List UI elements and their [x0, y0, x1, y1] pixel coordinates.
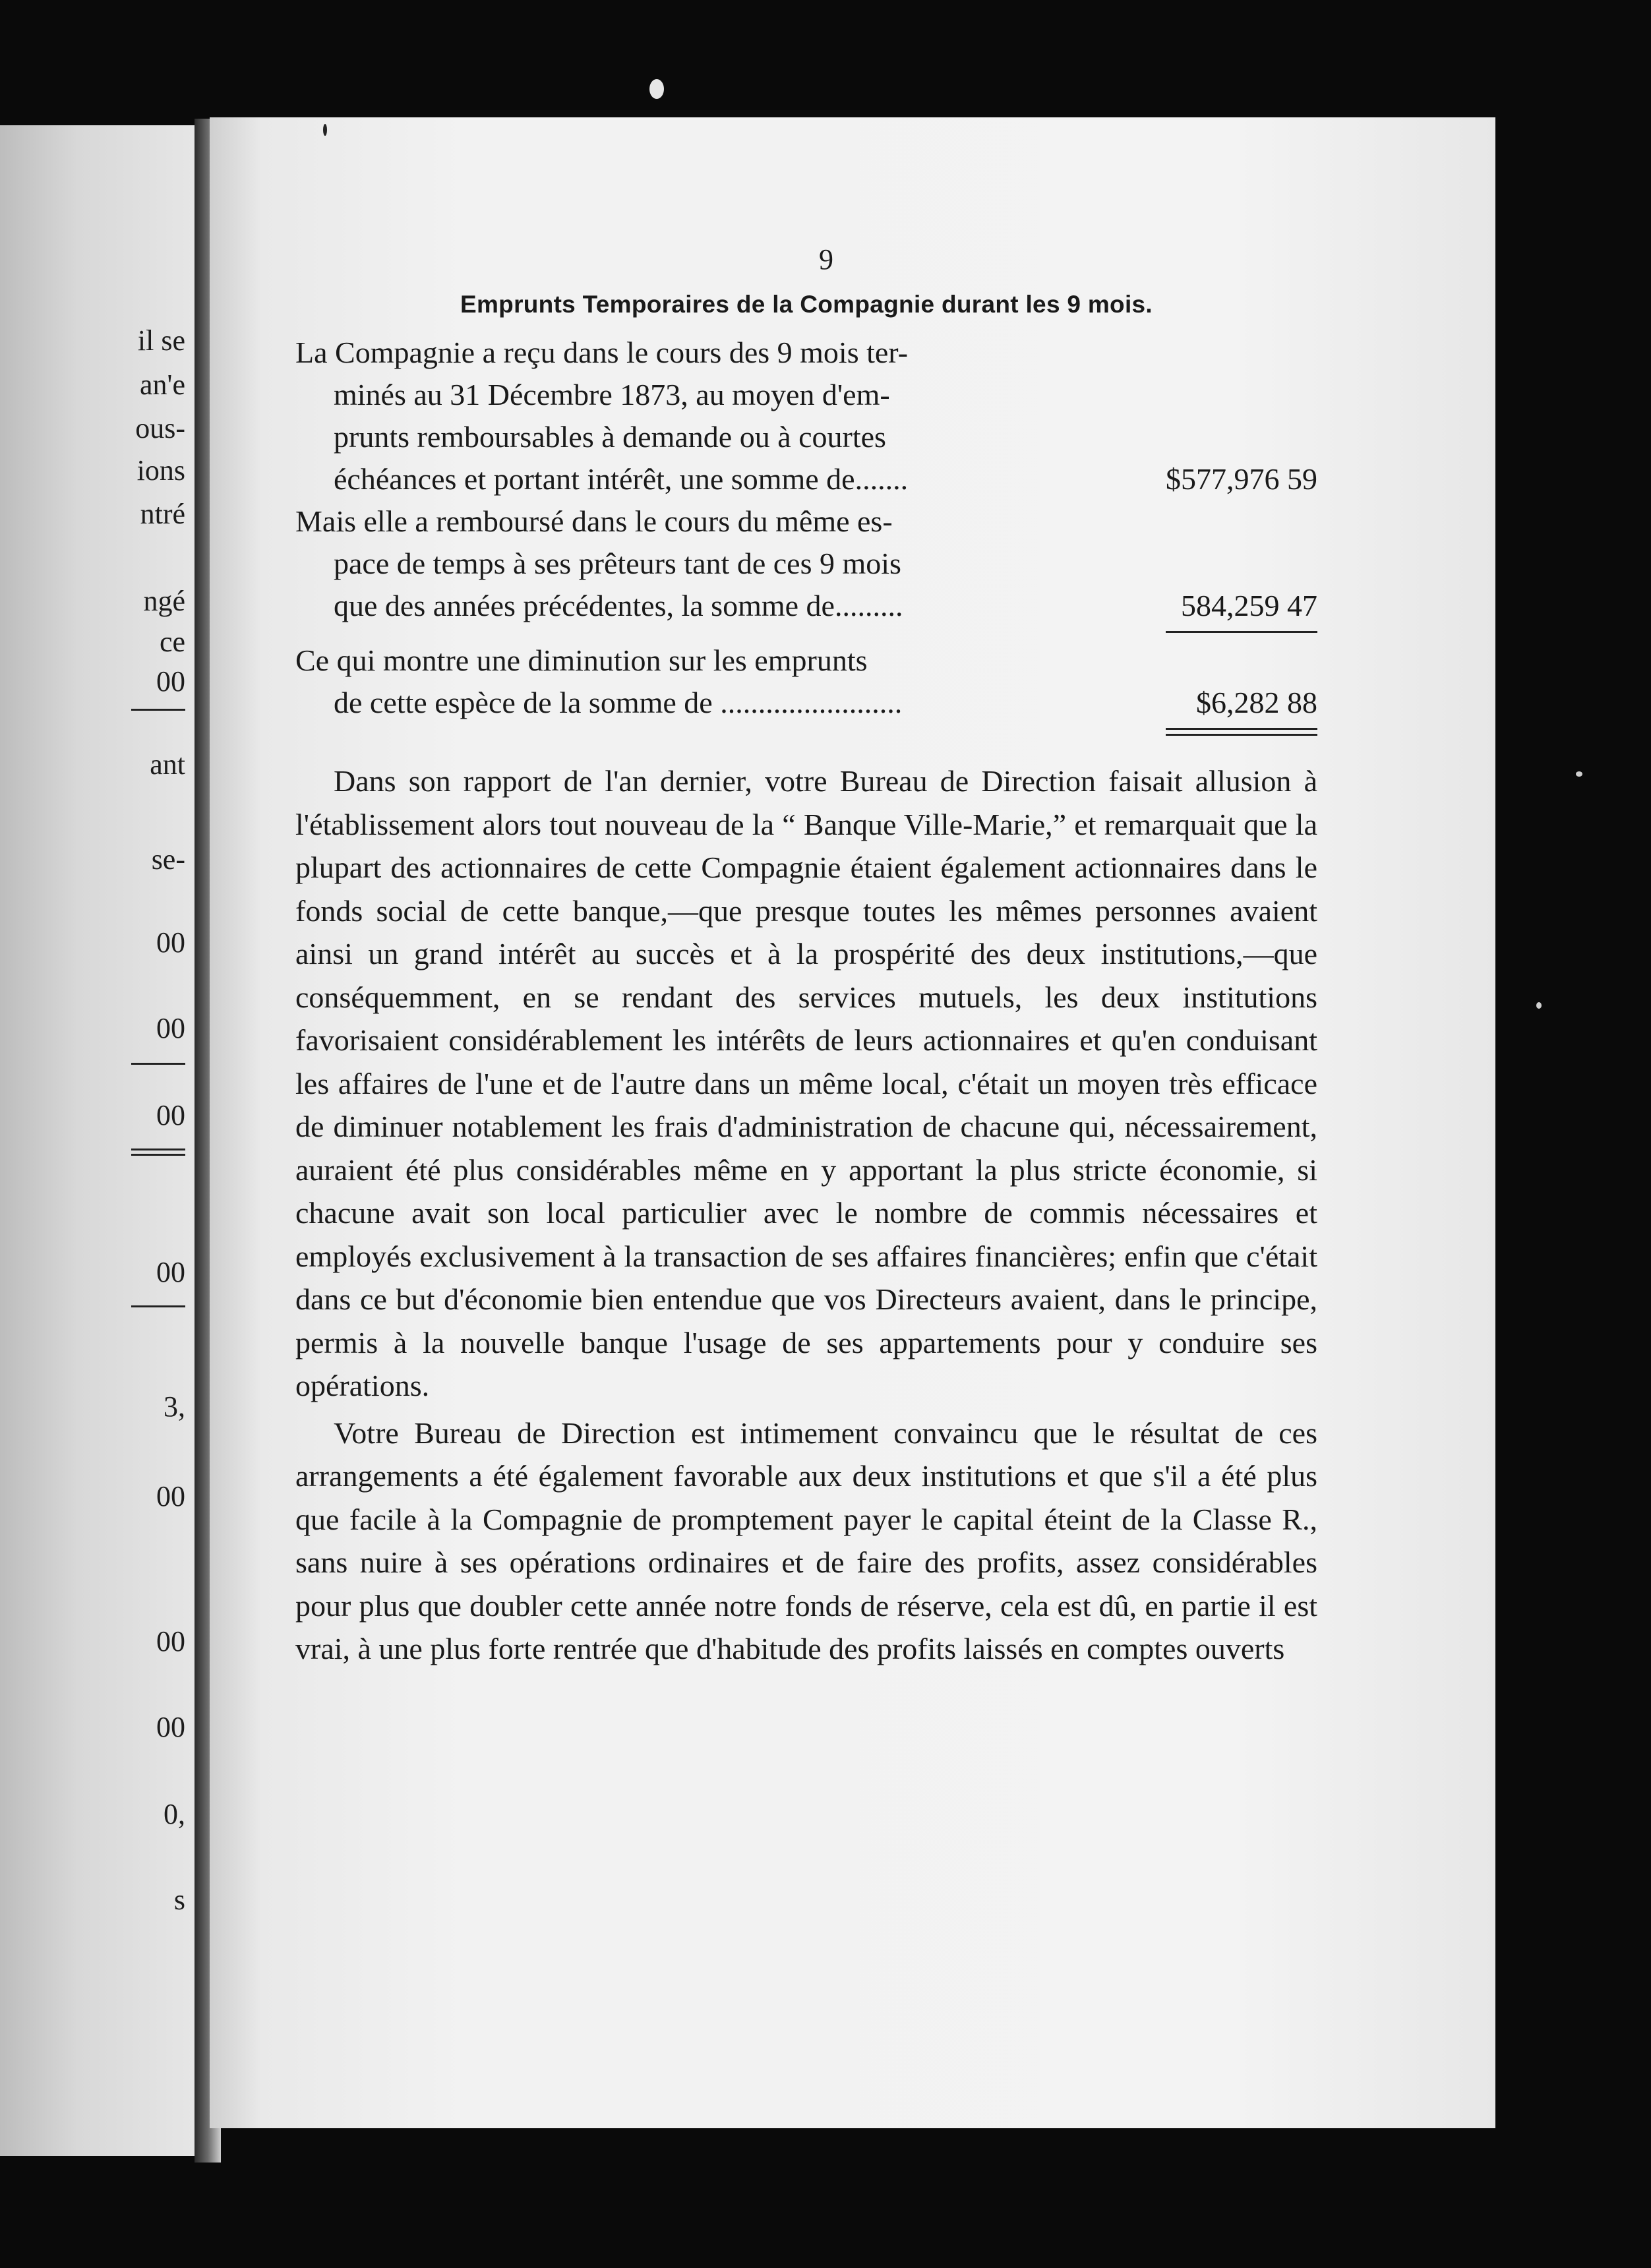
scan-speck: [649, 79, 664, 99]
statement-text: prunts remboursables à demande ou à courtes: [334, 420, 886, 454]
left-fragment: ous-: [135, 412, 185, 444]
sum-rule: [1166, 631, 1317, 633]
left-fragment: se-: [151, 843, 185, 876]
statement-text: échéances et portant intérêt, une somme de.......: [334, 462, 909, 496]
left-fragment: ant: [150, 748, 185, 781]
statement-line: [295, 640, 1317, 682]
left-fragment: 00: [156, 1256, 185, 1288]
left-facing-page: [0, 125, 195, 2156]
left-fragment: ntré: [140, 498, 185, 530]
scan-speck: [323, 124, 327, 136]
left-fragment: ions: [136, 454, 185, 487]
statement-line: [295, 416, 1317, 458]
statement-text: minés au 31 Décembre 1873, au moyen d'em-: [334, 378, 890, 411]
loan-statement: [295, 332, 1317, 736]
statement-text: Ce qui montre une diminution sur les emprunts: [295, 643, 868, 677]
left-fragment: s: [173, 1884, 185, 1916]
left-rule: [131, 1305, 185, 1307]
book-page: [210, 117, 1495, 2128]
left-rule: [131, 709, 185, 711]
statement-line: [295, 458, 1317, 500]
left-fragment: 00: [156, 665, 185, 698]
left-fragment: ngé: [143, 585, 185, 617]
statement-line: [295, 374, 1317, 416]
statement-text: que des années précédentes, la somme de.........: [334, 589, 903, 622]
statement-line: [295, 543, 1317, 585]
received-amount: $577,976 59: [1166, 462, 1317, 496]
left-fragment: ce: [159, 626, 185, 658]
left-fragment: 00: [156, 1625, 185, 1657]
scan-speck: [1536, 1002, 1542, 1009]
page-content: [295, 243, 1317, 1671]
section-title: Emprunts Temporaires de la Compagnie durant les 9 mois.: [460, 291, 1153, 318]
left-fragment: 3,: [164, 1390, 185, 1423]
statement-line: [295, 500, 1317, 543]
difference-amount: $6,282 88: [1196, 686, 1317, 719]
left-rule: [131, 1154, 185, 1156]
left-fragment: 00: [156, 1099, 185, 1131]
left-fragment: 00: [156, 926, 185, 959]
left-fragment: an'e: [140, 369, 185, 401]
statement-line: [295, 682, 1317, 724]
body-paragraph: Dans son rapport de l'an dernier, votre Bureau de Direction faisait allusion à l'établissement alors tout nouveau de la “ Banque Ville-Marie,” et remarquait que la plupart des actionnaires de cette Compagnie étaient également actionnaires dans le fonds social de cette banque,—que presque toutes les mêmes personnes avaient ainsi un grand intérêt au succès et à la prospérité des deux institutions,—que conséquemment, en se rendant des services mutuels, les deux institutions favorisaient considérablement les intérêts de leurs actionnaires et qu'en conduisant les affaires de l'une et de l'autre dans un même local, c'était un moyen très efficace de diminuer notablement les frais d'administration de chacune qui, nécessairement, auraient été plus considérables même en y apportant la plus stricte économie, si chacune avait son local particulier avec le nombre de commis nécessaires et employés exclusivement à la transaction de ses affaires financières; enfin que c'était dans ce but d'économie bien entendue que vos Directeurs avaient, dans le principe, permis à la nouvelle banque l'usage de ses appartements pour y conduire ses opérations.: [295, 764, 1317, 1402]
statement-text: La Compagnie a reçu dans le cours des 9 mois ter-: [295, 336, 909, 369]
left-rule: [131, 1149, 185, 1150]
statement-line: [295, 585, 1317, 627]
left-rule: [131, 1063, 185, 1065]
statement-text: Mais elle a remboursé dans le cours du même es-: [295, 504, 893, 538]
body-paragraph: Votre Bureau de Direction est intimement convaincu que le résultat de ces arrangements a été également favorable aux deux institutions et que s'il a été plus que facile à la Compagnie de promptement payer le capital éteint de la Classe R., sans nuire à ses opérations ordinaires et de faire des profits, assez considérables pour plus que doubler cette année notre fonds de réserve, cela est dû, en partie il est vrai, à une plus forte rentrée que d'habitude des profits laissés en comptes ouverts: [295, 1416, 1317, 1665]
repaid-amount: 584,259 47: [1181, 589, 1317, 622]
scan-speck: [1576, 771, 1582, 777]
statement-line: [295, 332, 1317, 374]
statement-text: pace de temps à ses prêteurs tant de ces 9 mois: [334, 547, 901, 580]
total-double-rule: [1166, 728, 1317, 736]
left-fragment: 0,: [164, 1798, 185, 1830]
left-fragment: il se: [137, 324, 185, 357]
statement-text: de cette espèce de la somme de ........................: [334, 686, 903, 719]
left-fragment: 00: [156, 1711, 185, 1743]
page-number: 9: [819, 243, 833, 276]
left-fragment: 00: [156, 1480, 185, 1512]
left-fragment: 00: [156, 1012, 185, 1044]
